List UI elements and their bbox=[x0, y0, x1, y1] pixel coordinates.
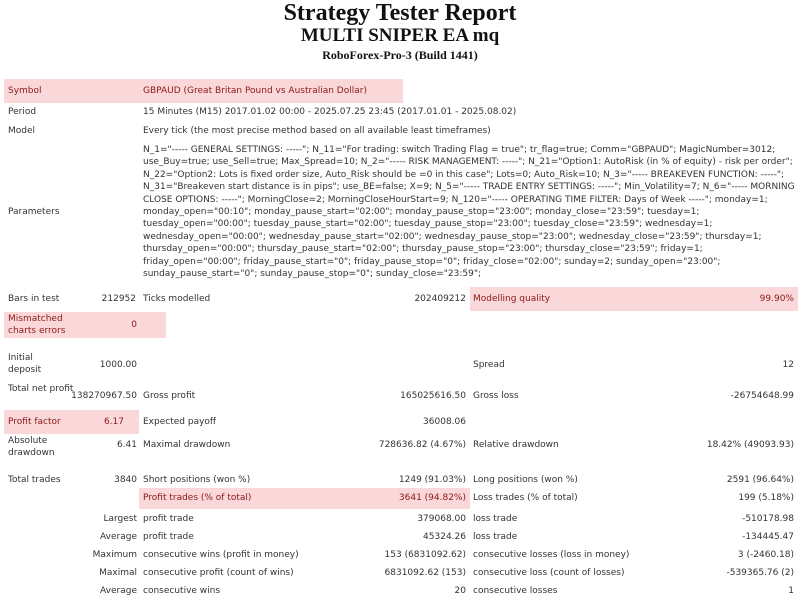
profit-trades-cell bbox=[139, 488, 470, 509]
profit-stat-value: 153 (6831092.62) bbox=[384, 550, 466, 560]
trade-stat-row bbox=[0, 582, 800, 600]
ea-name: MULTI SNIPER EA mq bbox=[300, 25, 500, 46]
drawdown-row bbox=[0, 435, 800, 461]
report-title: Strategy Tester Report bbox=[283, 0, 517, 26]
quality-cell bbox=[470, 287, 798, 311]
parameters-value: N_1="----- GENERAL SETTINGS: -----"; N_11="For trading: switch Trading Flag = true"; tr_flag=true; Comm="GBPAUD"; MagicNumber=3012; use_Buy=true; use_Sell=true; Max_Spread=10; N_2="----- RISK MANAGEMENT: -----"; N_21="Option1: AutoRisk (in % of equity) - risk per order"; N_22="Option2: Lots is fixed order size, Auto_Risk should be =0 in this case"; Lots=0; Auto_Risk=10; N_3="----- BREAKEVEN FUNCTION: -----"; N_31="Breakeven start distance is in pips"; use_BE=false; X=9; N_5="----- TRADE ENTRY SETTINGS: -----"; Min_Volatility=7; N_6="----- MORNING CLOSE OPTIONS: -----"; MorningClose=2; MorningCloseHourStart=9; N_120="----- OPERATING TIME FILTER: Days of Week -----"; monday=1; monday_open="00:10"; monday_pause_start="02:00"; monday_pause_stop="23:00"; monday_close="23:59"; tuesday=1; tuesday_open="00:00"; tuesday_pause_start="02:00"; tuesday_pause_stop="23:00"; tuesday_close="23:59"; wednesday=1; wednesday_open="00:00"; wednesday_pause_start="02:00"; wednesday_pause_stop="23:00"; wednesday_close="23:59"; thursday=1; thursday_open="00:00"; thursday_pause_start="02:00"; thursday_pause_stop="23:00"; thursday_close="23:59"; friday=1; friday_open="00:00"; friday_pause_start="0"; friday_pause_stop="0"; friday_close="02:00"; sunday=2; sunday_open="23:00"; sunday_pause_start="0"; sunday_pause_stop="0"; sunday_close="23:59"; bbox=[143, 145, 795, 280]
loss-stat-value: 3 (-2460.18) bbox=[737, 550, 794, 560]
loss-stat-label: loss trade bbox=[473, 532, 518, 542]
absolute-drawdown-label: Absolute drawdown bbox=[8, 436, 55, 458]
long-positions-label: Long positions (won %) bbox=[473, 475, 578, 485]
loss-stat-label: loss trade bbox=[473, 514, 518, 524]
server-build: RoboForex-Pro-3 (Build 1441) bbox=[322, 48, 478, 62]
gross-loss-label: Gross loss bbox=[473, 391, 519, 401]
report-header bbox=[0, 0, 800, 63]
trade-stat-row bbox=[0, 546, 800, 564]
bars-label: Bars in test bbox=[8, 294, 60, 304]
loss-stat-label: consecutive losses bbox=[473, 586, 558, 596]
relative-drawdown-value: 18.42% (49093.93) bbox=[706, 440, 794, 450]
mismatch-label: Mismatched charts errors bbox=[8, 314, 66, 336]
symbol-label: Symbol bbox=[4, 79, 141, 103]
initial-deposit-label: Initial deposit bbox=[8, 353, 42, 375]
parameters-label: Parameters bbox=[8, 207, 60, 217]
model-value: Every tick (the most precise method based on all available least timeframes) bbox=[143, 126, 491, 136]
expected-payoff-label: Expected payoff bbox=[143, 417, 217, 427]
ticks-value: 202409212 bbox=[414, 294, 466, 304]
net-profit-label: Total net profit bbox=[8, 384, 74, 394]
row-prefix: Maximum bbox=[92, 550, 137, 560]
loss-stat-label: consecutive loss (count of losses) bbox=[473, 568, 625, 578]
bars-row bbox=[0, 287, 800, 311]
row-prefix: Maximal bbox=[99, 568, 137, 578]
quality-label: Modelling quality bbox=[473, 294, 551, 304]
period-value: 15 Minutes (M15) 2017.01.02 00:00 - 2025.07.25 23:45 (2017.01.01 - 2025.08.02) bbox=[143, 107, 517, 117]
ticks-label: Ticks modelled bbox=[143, 294, 211, 304]
net-profit-value: 138270967.50 bbox=[71, 391, 137, 401]
profit-trades-value: 3641 (94.82%) bbox=[398, 493, 466, 503]
relative-drawdown-label: Relative drawdown bbox=[473, 440, 559, 450]
maximal-drawdown-label: Maximal drawdown bbox=[143, 440, 231, 450]
model-row bbox=[0, 123, 800, 139]
symbol-value: GBPAUD (Great Britan Pound vs Australian Dollar) bbox=[139, 79, 403, 103]
row-prefix: Average bbox=[100, 586, 137, 596]
profit-stat-value: 6831092.62 (153) bbox=[384, 568, 466, 578]
absolute-drawdown-value: 6.41 bbox=[116, 440, 137, 450]
model-label: Model bbox=[8, 126, 36, 136]
quality-value: 99.90% bbox=[759, 294, 794, 304]
symbol-row bbox=[0, 79, 800, 103]
profit-stat-label: consecutive profit (count of wins) bbox=[143, 568, 294, 578]
gross-loss-value: -26754648.99 bbox=[730, 391, 794, 401]
loss-stat-value: -539365.76 (2) bbox=[726, 568, 794, 578]
total-trades-row bbox=[0, 471, 800, 489]
loss-stat-label: consecutive losses (loss in money) bbox=[473, 550, 630, 560]
profit-stat-value: 379068.00 bbox=[417, 514, 466, 524]
profit-stat-label: profit trade bbox=[143, 514, 194, 524]
profit-stat-label: consecutive wins bbox=[143, 586, 221, 596]
loss-trades-label: Loss trades (% of total) bbox=[473, 493, 578, 503]
mismatch-cell bbox=[4, 312, 166, 338]
total-trades-value: 3840 bbox=[114, 475, 137, 485]
row-prefix: Largest bbox=[103, 514, 137, 524]
profit-factor-cell bbox=[4, 410, 139, 434]
gross-profit-value: 165025616.50 bbox=[400, 391, 466, 401]
gross-profit-label: Gross profit bbox=[143, 391, 196, 401]
initial-deposit-value: 1000.00 bbox=[99, 360, 137, 370]
expected-payoff-value: 36008.06 bbox=[423, 417, 466, 427]
profit-stat-value: 45324.26 bbox=[423, 532, 466, 542]
profit-factor-row bbox=[0, 410, 800, 434]
mismatch-value: 0 bbox=[131, 320, 137, 330]
profit-stat-value: 20 bbox=[454, 586, 466, 596]
loss-stat-value: -510178.98 bbox=[742, 514, 794, 524]
net-profit-row bbox=[0, 383, 800, 409]
loss-trades-value: 199 (5.18%) bbox=[738, 493, 794, 503]
profit-factor-value: 6.17 bbox=[103, 417, 124, 427]
short-positions-label: Short positions (won %) bbox=[143, 475, 251, 485]
total-trades-label: Total trades bbox=[8, 475, 61, 485]
profit-trades-row bbox=[0, 488, 800, 509]
maximal-drawdown-value: 728636.82 (4.67%) bbox=[378, 440, 466, 450]
profit-stat-label: profit trade bbox=[143, 532, 194, 542]
bars-value: 212952 bbox=[101, 294, 136, 304]
profit-factor-label: Profit factor bbox=[8, 417, 61, 427]
row-prefix: Average bbox=[100, 532, 137, 542]
loss-stat-value: -134445.47 bbox=[742, 532, 794, 542]
trade-stat-row bbox=[0, 528, 800, 546]
short-positions-value: 1249 (91.03%) bbox=[398, 475, 466, 485]
initial-deposit-row bbox=[0, 352, 800, 378]
trade-stat-row bbox=[0, 510, 800, 528]
profit-stat-label: consecutive wins (profit in money) bbox=[143, 550, 299, 560]
spread-label: Spread bbox=[473, 360, 505, 370]
profit-trades-label: Profit trades (% of total) bbox=[143, 493, 252, 503]
long-positions-value: 2591 (96.64%) bbox=[726, 475, 794, 485]
period-row bbox=[0, 104, 800, 120]
spread-value: 12 bbox=[782, 360, 794, 370]
period-label: Period bbox=[8, 107, 37, 117]
trade-stat-row bbox=[0, 564, 800, 582]
loss-stat-value: 1 bbox=[788, 586, 794, 596]
